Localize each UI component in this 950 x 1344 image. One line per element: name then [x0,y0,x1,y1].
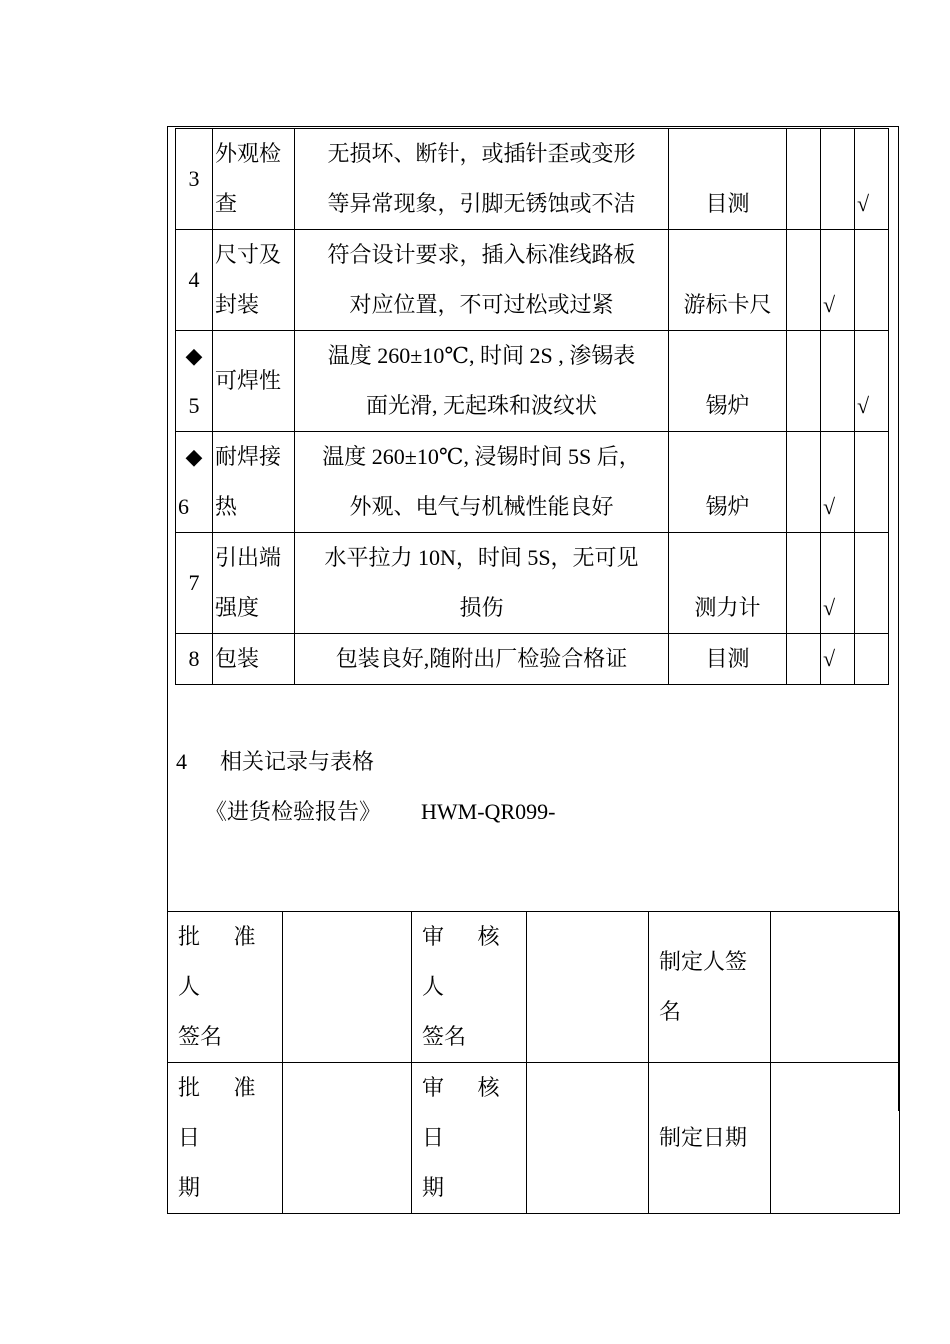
table-row [176,634,889,685]
record-code: HWM-QR099- [421,799,556,824]
table-row [176,230,889,331]
row-item: 耐焊接 热 [213,432,295,533]
row-number: 4 [176,230,213,331]
row-col-c: √ [855,129,889,230]
row-item: 外观检 查 [213,129,295,230]
row-tool: 锡炉 [669,432,787,533]
record-line [205,792,555,832]
author-value[interactable] [771,912,900,1063]
table-row [176,533,889,634]
row-col-c [855,230,889,331]
row-number: 7 [176,533,213,634]
signature-table [167,911,900,1214]
review-date-value[interactable] [527,1063,649,1214]
review-date-label: 审 核 日 期 [412,1063,527,1214]
row-standard: 包装良好,随附出厂检验合格证 [295,634,669,685]
row-number: ◆ 5 [176,331,213,432]
row-standard: 无损坏、断针，或插针歪或变形 等异常现象，引脚无锈蚀或不洁 [295,129,669,230]
table-row [176,432,889,533]
row-col-b: √ [821,230,855,331]
author-date-label: 制定日期 [649,1063,771,1214]
section-number: 4 [176,749,187,774]
table-row [176,331,889,432]
approve-date-value[interactable] [283,1063,412,1214]
row-col-a [787,230,821,331]
row-col-c [855,533,889,634]
author-label: 制定人签 名 [649,912,771,1063]
row-col-b: √ [821,432,855,533]
row-col-b: √ [821,634,855,685]
row-tool: 游标卡尺 [669,230,787,331]
diamond-marker-icon: ◆ [185,444,203,469]
approver-label: 批 准 人 签名 [168,912,283,1063]
approver-value[interactable] [283,912,412,1063]
reviewer-label: 审 核 人 签名 [412,912,527,1063]
table-row [168,1063,900,1214]
row-col-c [855,634,889,685]
row-tool: 目测 [669,129,787,230]
row-standard: 符合设计要求，插入标准线路板 对应位置，不可过松或过紧 [295,230,669,331]
row-tool: 测力计 [669,533,787,634]
record-name: 《进货检验报告》 [205,799,382,824]
diamond-marker-icon: ◆ [185,343,203,368]
row-col-a [787,634,821,685]
section-heading [176,742,374,782]
row-col-a [787,533,821,634]
row-tool: 锡炉 [669,331,787,432]
row-col-a [787,331,821,432]
reviewer-value[interactable] [527,912,649,1063]
inspection-table [175,128,889,685]
row-standard: 水平拉力 10N，时间 5S，无可见 损伤 [295,533,669,634]
row-col-b: √ [821,533,855,634]
row-col-a [787,432,821,533]
row-col-b [821,129,855,230]
section-title: 相关记录与表格 [220,749,375,774]
approve-date-label: 批 准 日 期 [168,1063,283,1214]
table-row [168,912,900,1063]
row-standard: 温度 260±10℃, 浸锡时间 5S 后， 外观、电气与机械性能良好 [295,432,669,533]
row-number: 3 [176,129,213,230]
row-number: 8 [176,634,213,685]
author-date-value[interactable] [771,1063,900,1214]
row-number: ◆ 6 [176,432,213,533]
row-tool: 目测 [669,634,787,685]
row-col-c: √ [855,331,889,432]
row-item: 可焊性 [213,331,295,432]
row-col-b [821,331,855,432]
row-col-a [787,129,821,230]
row-item: 引出端 强度 [213,533,295,634]
row-item: 包装 [213,634,295,685]
row-item: 尺寸及 封装 [213,230,295,331]
row-standard: 温度 260±10℃, 时间 2S , 渗锡表 面光滑, 无起珠和波纹状 [295,331,669,432]
row-col-c [855,432,889,533]
table-row [176,129,889,230]
